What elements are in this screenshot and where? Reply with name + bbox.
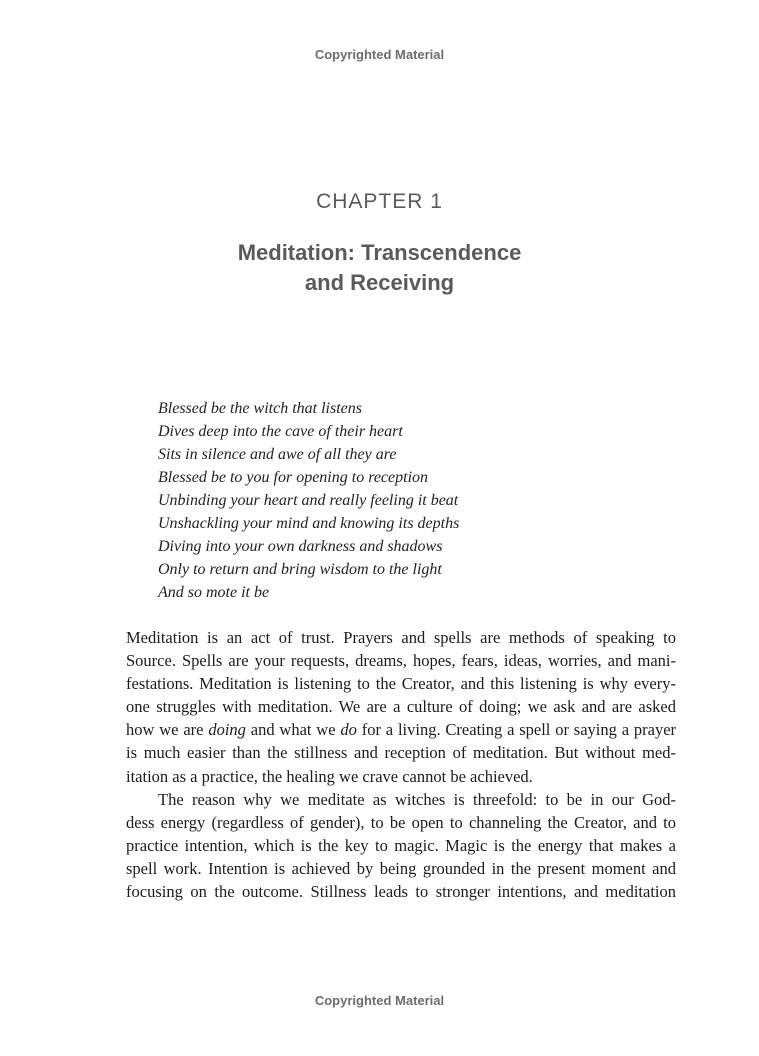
body-text-run: for a living. Creating a spell or saying a prayer: [356, 720, 677, 740]
poem-line: Dives deep into the cave of their heart: [158, 423, 403, 440]
epigraph-poem: [158, 397, 658, 604]
body-line: The reason why we meditate as witches is threefold: to be in our God-: [158, 789, 676, 809]
paragraph-2: [126, 788, 676, 903]
body-line: one struggles with meditation. We are a culture of doing; we ask and are asked: [126, 697, 676, 717]
poem-line: And so mote it be: [158, 584, 270, 601]
body-text-run: how we are: [126, 720, 209, 740]
chapter-title-line: Meditation: Transcendence: [237, 240, 522, 265]
chapter-title-line: and Receiving: [304, 270, 455, 295]
body-line: itation as a practice, the healing we crave cannot be achieved.: [126, 766, 533, 786]
emphasis-do: do: [340, 720, 357, 740]
body-text-run: and what we: [245, 720, 341, 740]
poem-line: Blessed be the witch that listens: [158, 400, 362, 417]
poem-line: Unbinding your heart and really feeling it beat: [158, 492, 459, 509]
body-line: is much easier than the stillness and reception of meditation. But without med-: [126, 743, 676, 763]
body-line: Source. Spells are your requests, dreams, hopes, fears, ideas, worries, and mani-: [126, 651, 676, 671]
body-text: [126, 626, 676, 903]
body-line: festations. Meditation is listening to the Creator, and this listening is why every-: [126, 674, 676, 694]
chapter-title: [0, 238, 759, 298]
chapter-number: CHAPTER 1: [316, 190, 443, 213]
body-line: focusing on the outcome. Stillness leads to stronger intentions, and meditation: [126, 882, 676, 902]
copyright-footer: Copyrighted Material: [314, 993, 445, 1008]
emphasis-doing: doing: [208, 720, 246, 740]
poem-line: Sits in silence and awe of all they are: [158, 446, 397, 463]
body-line: Meditation is an act of trust. Prayers and spells are methods of speaking to: [126, 628, 676, 647]
body-line: practice intention, which is the key to magic. Magic is the energy that makes a: [126, 835, 676, 855]
poem-line: Blessed be to you for opening to reception: [158, 469, 429, 486]
body-line: spell work. Intention is achieved by being grounded in the present moment and: [126, 858, 676, 878]
body-line: dess energy (regardless of gender), to be open to channeling the Creator, and to: [126, 812, 676, 832]
poem-line: Unshackling your mind and knowing its depths: [158, 515, 460, 532]
copyright-header: Copyrighted Material: [314, 47, 445, 62]
paragraph-1: [126, 626, 676, 788]
poem-line: Diving into your own darkness and shadows: [158, 538, 443, 555]
body-line: [126, 718, 676, 741]
poem-line: Only to return and bring wisdom to the light: [158, 561, 442, 578]
